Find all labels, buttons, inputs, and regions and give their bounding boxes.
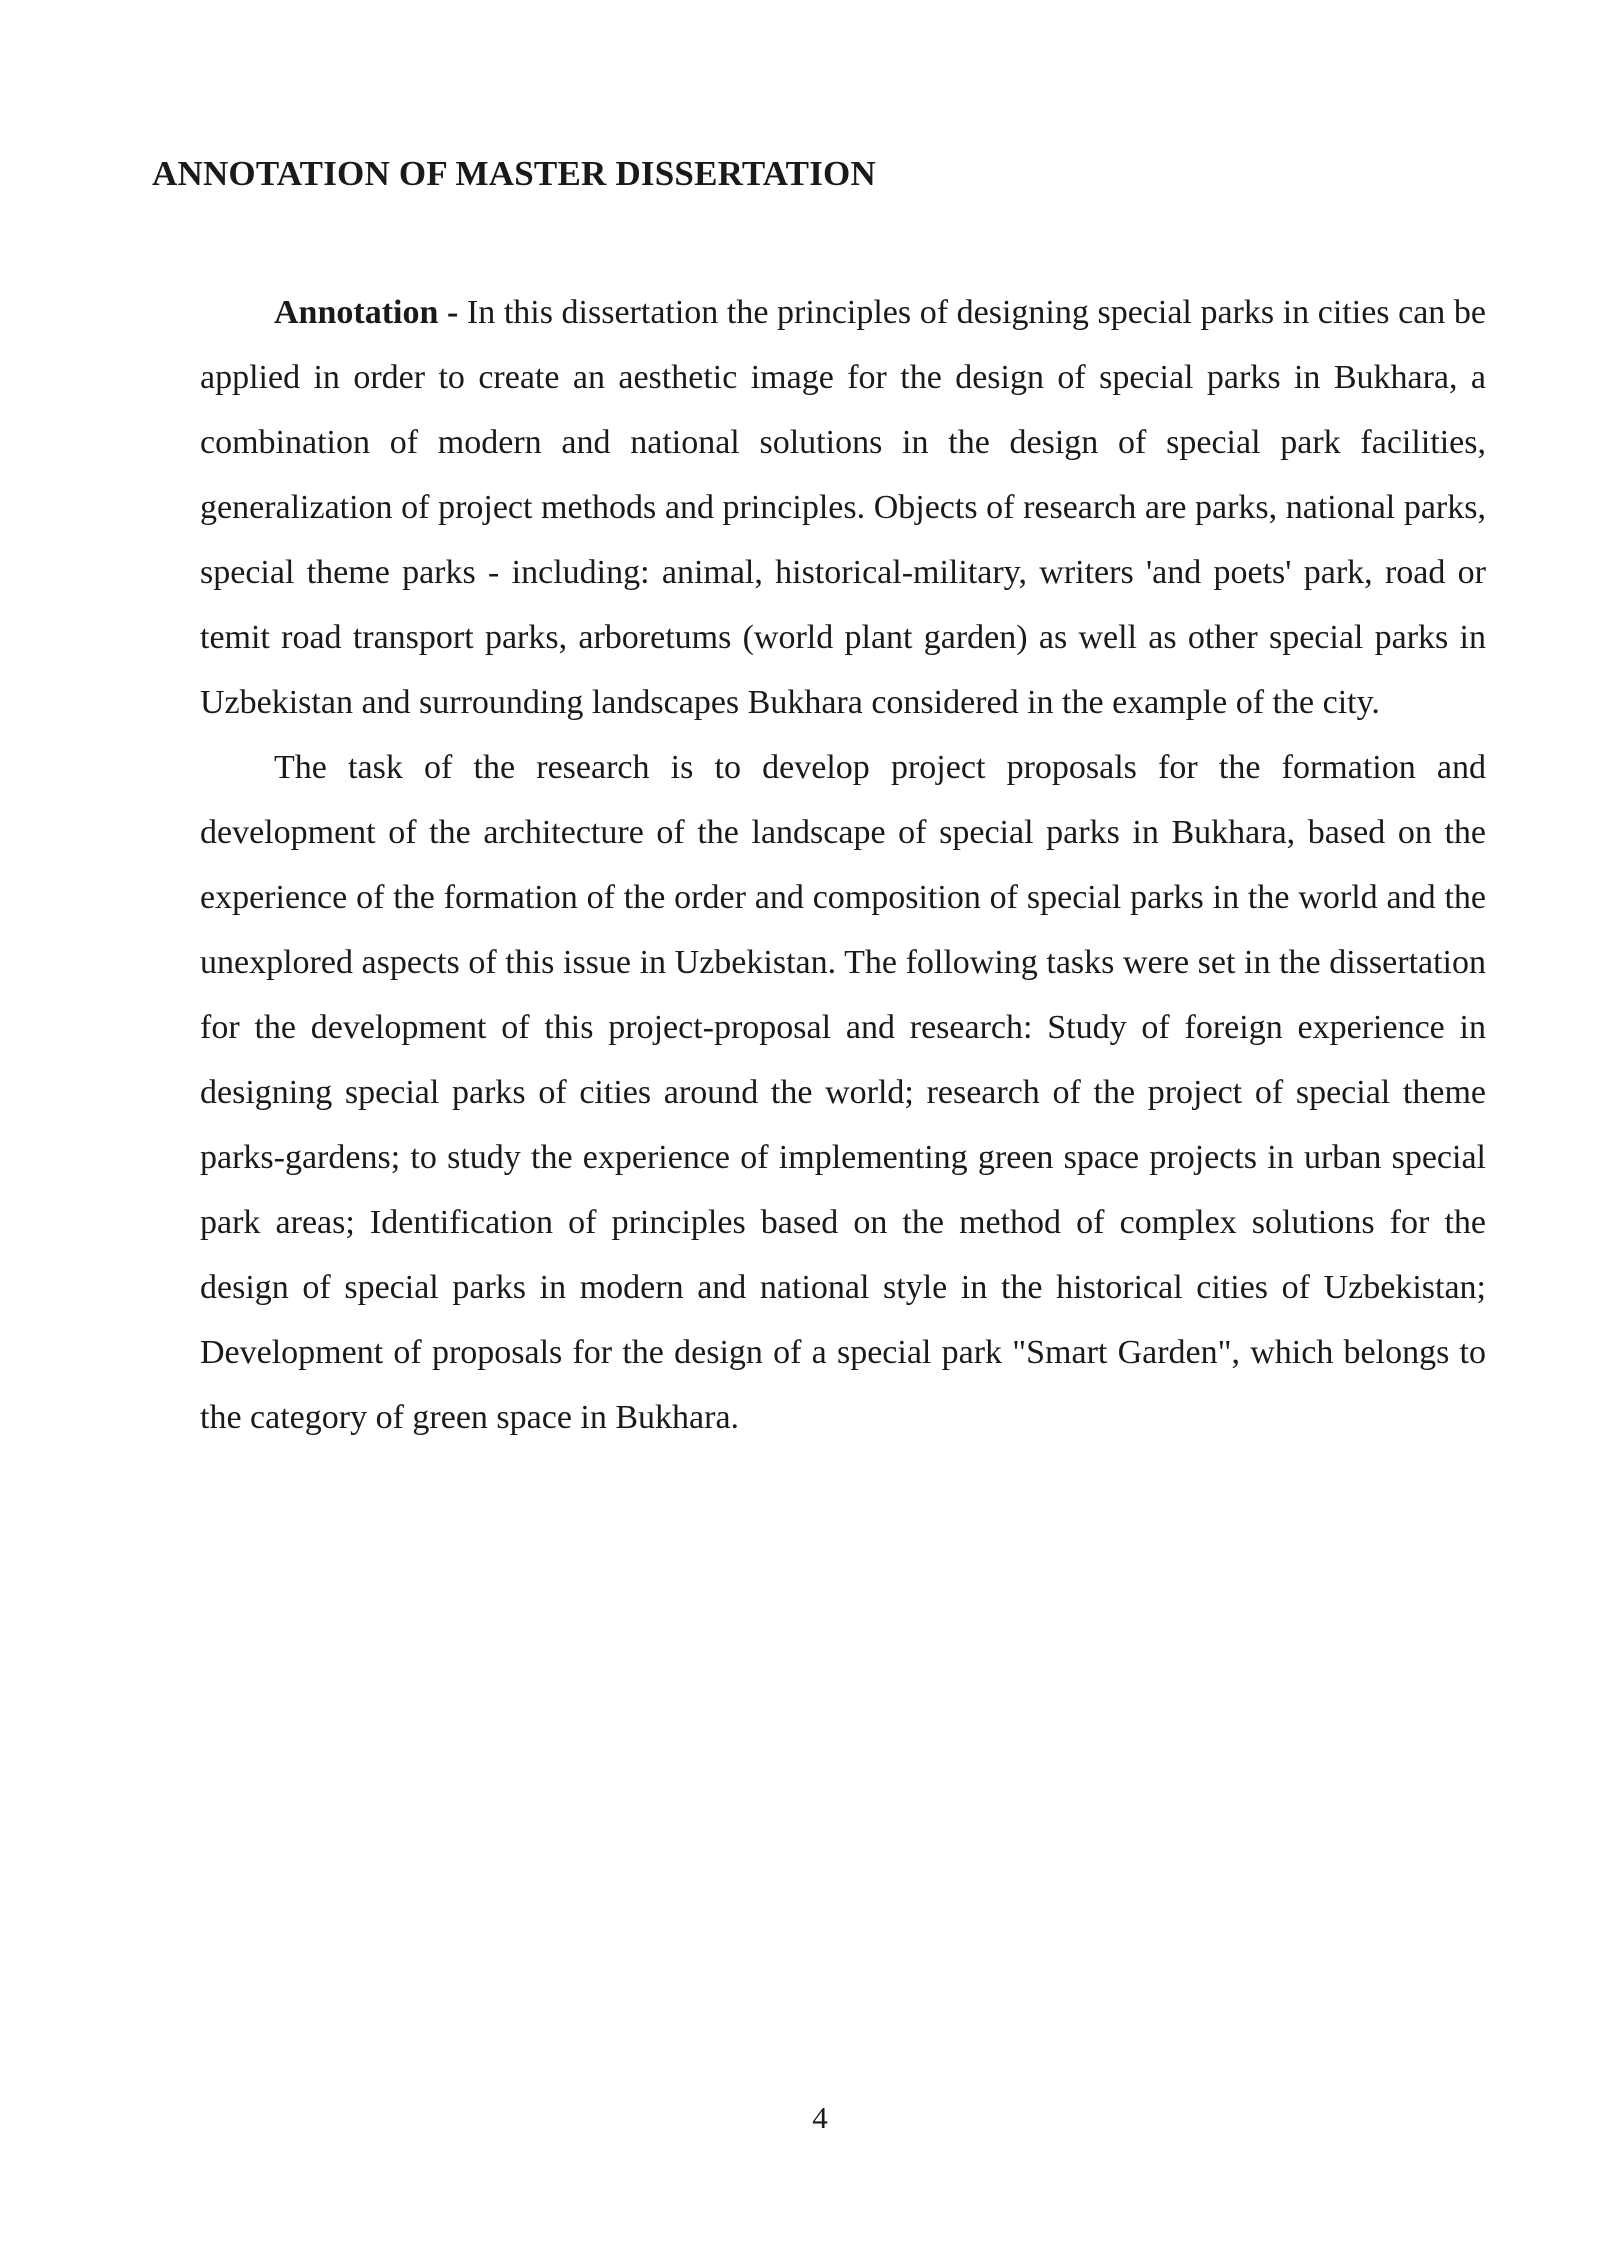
- annotation-label: [274, 294, 467, 331]
- research-task-paragraph: The task of the research is to develop project proposals for the formation and development of the architecture of the landscape of special parks in Bukhara, based on the experience of the formation of the order and composition of special parks in the world and the unexplored aspects of this issue in Uzbekistan. The following tasks were set in the dissertation for the development of this project-proposal and research: Study of foreign experience in designing special parks of cities around the world; research of the project of special theme parks-gardens; to study the experience of implementing green space projects in urban special park areas; Identification of principles based on the method of complex solutions for the design of special parks in modern and national style in the historical cities of Uzbekistan; Development of proposals for the design of a special park "Smart Garden", which belongs to the category of green space in Bukhara.: [200, 749, 1486, 1436]
- annotation-body: [200, 280, 1486, 1450]
- page-number: 4: [812, 2100, 828, 2135]
- annotation-label-text: Annotation: [274, 294, 439, 331]
- annotation-paragraph-text: In this dissertation the principles of designing special parks in cities can be applied in order to create an aesthetic image for the design of special parks in Bukhara, a combination of modern and national solutions in the design of special park facilities, generalization of project methods and principles. Objects of research are parks, national parks, special theme parks - including: animal, historical-military, writers 'and poets' park, road or temit road transport parks, arboretums (world plant garden) as well as other special parks in Uzbekistan and surrounding landscapes Bukhara considered in the example of the city.: [200, 294, 1486, 721]
- page-title: ANNOTATION OF MASTER DISSERTATION: [152, 154, 876, 193]
- annotation-label-separator: -: [438, 294, 467, 331]
- annotation-paragraph: [200, 280, 1486, 735]
